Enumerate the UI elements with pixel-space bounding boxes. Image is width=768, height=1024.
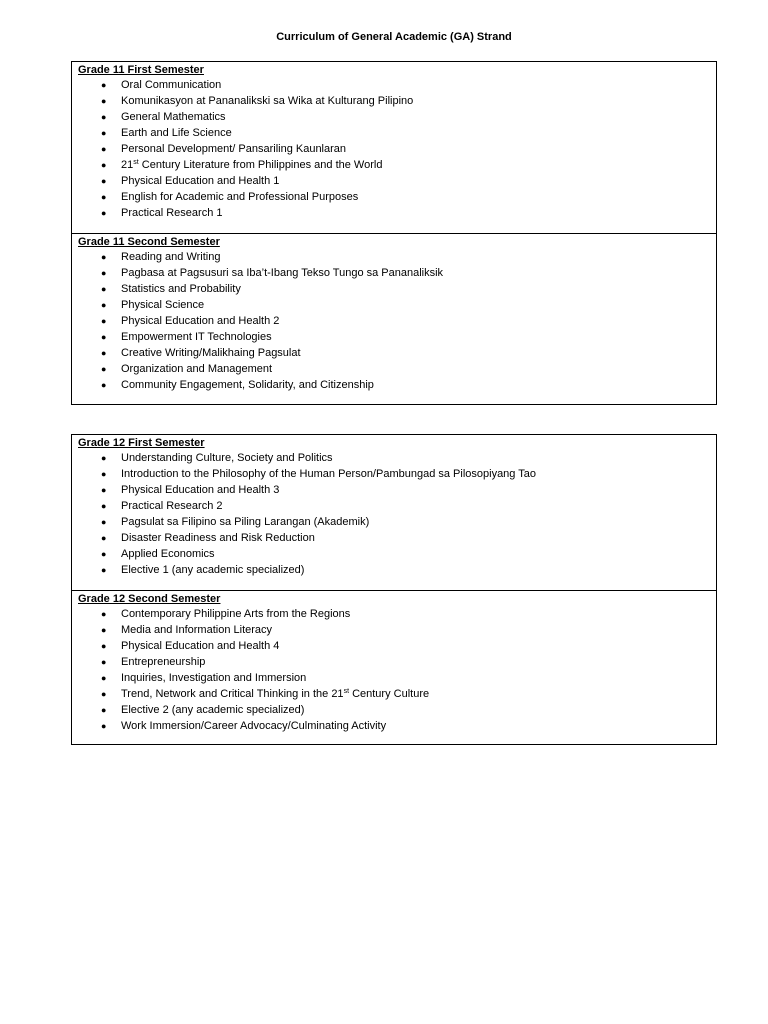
course-item bbox=[78, 313, 716, 329]
grade-12-table bbox=[71, 434, 717, 745]
bullet-icon: ● bbox=[101, 144, 107, 154]
course-name: 21st Century Literature from Philippines and the World bbox=[121, 159, 383, 171]
course-item bbox=[78, 622, 716, 638]
section-grade-12-first-semester bbox=[72, 435, 716, 590]
bullet-icon: ● bbox=[101, 364, 107, 374]
course-item bbox=[78, 638, 716, 654]
bullet-icon: ● bbox=[101, 625, 107, 635]
bullet-icon: ● bbox=[101, 485, 107, 495]
course-name: Komunikasyon at Pananalikski sa Wika at Kulturang Pilipino bbox=[121, 95, 414, 107]
bullet-icon: ● bbox=[101, 673, 107, 683]
course-name: English for Academic and Professional Purposes bbox=[121, 191, 359, 203]
course-item bbox=[78, 157, 716, 173]
course-item bbox=[78, 606, 716, 622]
course-name: Elective 2 (any academic specialized) bbox=[121, 704, 305, 716]
course-name: Empowerment IT Technologies bbox=[121, 331, 272, 343]
section-grade-11-second-semester bbox=[72, 233, 716, 404]
bullet-icon: ● bbox=[101, 176, 107, 186]
course-item bbox=[78, 77, 716, 93]
course-item bbox=[78, 361, 716, 377]
course-item bbox=[78, 546, 716, 562]
bullet-icon: ● bbox=[101, 609, 107, 619]
course-name: Trend, Network and Critical Thinking in the 21st Century Culture bbox=[121, 688, 430, 700]
bullet-icon: ● bbox=[101, 160, 107, 170]
course-name: Statistics and Probability bbox=[121, 283, 241, 295]
course-name: Practical Research 2 bbox=[121, 500, 223, 512]
bullet-icon: ● bbox=[101, 689, 107, 699]
course-name: Oral Communication bbox=[121, 79, 222, 91]
course-item bbox=[78, 377, 716, 393]
section-grade-11-first-semester bbox=[72, 62, 716, 233]
course-name: Introduction to the Philosophy of the Human Person/Pambungad sa Pilosopiyang Tao bbox=[121, 468, 537, 480]
bullet-icon: ● bbox=[101, 469, 107, 479]
course-list bbox=[78, 450, 716, 578]
grade-11-table bbox=[71, 61, 717, 405]
course-list bbox=[78, 606, 716, 734]
course-item bbox=[78, 670, 716, 686]
course-list bbox=[78, 77, 716, 221]
course-name: Creative Writing/Malikhaing Pagsulat bbox=[121, 347, 301, 359]
course-item bbox=[78, 654, 716, 670]
bullet-icon: ● bbox=[101, 128, 107, 138]
course-name: Understanding Culture, Society and Politics bbox=[121, 452, 333, 464]
course-name: Pagbasa at Pagsusuri sa Iba’t-Ibang Tekso Tungo sa Pananaliksik bbox=[121, 267, 444, 279]
course-item bbox=[78, 189, 716, 205]
bullet-icon: ● bbox=[101, 641, 107, 651]
course-name: Elective 1 (any academic specialized) bbox=[121, 564, 305, 576]
course-list bbox=[78, 249, 716, 393]
bullet-icon: ● bbox=[101, 380, 107, 390]
bullet-icon: ● bbox=[101, 80, 107, 90]
bullet-icon: ● bbox=[101, 316, 107, 326]
course-name: Inquiries, Investigation and Immersion bbox=[121, 672, 307, 684]
course-item bbox=[78, 329, 716, 345]
section-grade-12-second-semester bbox=[72, 590, 716, 744]
ordinal-suffix: st bbox=[133, 159, 139, 166]
course-name: Physical Education and Health 3 bbox=[121, 484, 280, 496]
course-name: Personal Development/ Pansariling Kaunlaran bbox=[121, 143, 347, 155]
course-name: Entrepreneurship bbox=[121, 656, 206, 668]
course-name: Pagsulat sa Filipino sa Piling Larangan (Akademik) bbox=[121, 516, 370, 528]
course-item bbox=[78, 450, 716, 466]
bullet-icon: ● bbox=[101, 284, 107, 294]
bullet-icon: ● bbox=[101, 252, 107, 262]
course-item bbox=[78, 249, 716, 265]
course-name: Reading and Writing bbox=[121, 251, 221, 263]
course-item bbox=[78, 514, 716, 530]
course-item bbox=[78, 530, 716, 546]
bullet-icon: ● bbox=[101, 300, 107, 310]
bullet-icon: ● bbox=[101, 721, 107, 731]
course-item bbox=[78, 265, 716, 281]
bullet-icon: ● bbox=[101, 192, 107, 202]
course-item bbox=[78, 466, 716, 482]
course-item bbox=[78, 93, 716, 109]
course-item bbox=[78, 109, 716, 125]
bullet-icon: ● bbox=[101, 657, 107, 667]
course-item bbox=[78, 498, 716, 514]
course-name: Organization and Management bbox=[121, 363, 273, 375]
bullet-icon: ● bbox=[101, 565, 107, 575]
course-item bbox=[78, 702, 716, 718]
bullet-icon: ● bbox=[101, 501, 107, 511]
course-item bbox=[78, 125, 716, 141]
bullet-icon: ● bbox=[101, 453, 107, 463]
course-name: Practical Research 1 bbox=[121, 207, 223, 219]
course-name: Work Immersion/Career Advocacy/Culminating Activity bbox=[121, 720, 387, 732]
section-heading: Grade 11 Second Semester bbox=[78, 236, 220, 248]
course-name: Disaster Readiness and Risk Reduction bbox=[121, 532, 315, 544]
bullet-icon: ● bbox=[101, 268, 107, 278]
course-name: Physical Science bbox=[121, 299, 205, 311]
course-item bbox=[78, 281, 716, 297]
course-item bbox=[78, 686, 716, 702]
course-item bbox=[78, 297, 716, 313]
bullet-icon: ● bbox=[101, 705, 107, 715]
section-heading: Grade 12 Second Semester bbox=[78, 593, 221, 605]
course-item bbox=[78, 205, 716, 221]
course-item bbox=[78, 482, 716, 498]
bullet-icon: ● bbox=[101, 517, 107, 527]
section-heading: Grade 12 First Semester bbox=[78, 437, 205, 449]
bullet-icon: ● bbox=[101, 208, 107, 218]
course-name: Earth and Life Science bbox=[121, 127, 232, 139]
document-title: Curriculum of General Academic (GA) Strand bbox=[276, 31, 512, 43]
course-name: General Mathematics bbox=[121, 111, 226, 123]
bullet-icon: ● bbox=[101, 112, 107, 122]
course-name: Applied Economics bbox=[121, 548, 215, 560]
course-item bbox=[78, 562, 716, 578]
course-name: Physical Education and Health 1 bbox=[121, 175, 280, 187]
ordinal-suffix: st bbox=[343, 688, 350, 695]
course-name: Media and Information Literacy bbox=[121, 624, 273, 636]
course-item bbox=[78, 141, 716, 157]
course-name: Physical Education and Health 4 bbox=[121, 640, 280, 652]
course-name: Contemporary Philippine Arts from the Regions bbox=[121, 608, 351, 620]
course-item bbox=[78, 718, 716, 734]
bullet-icon: ● bbox=[101, 533, 107, 543]
bullet-icon: ● bbox=[101, 96, 107, 106]
bullet-icon: ● bbox=[101, 348, 107, 358]
section-heading: Grade 11 First Semester bbox=[78, 64, 204, 76]
bullet-icon: ● bbox=[101, 549, 107, 559]
course-name: Physical Education and Health 2 bbox=[121, 315, 280, 327]
bullet-icon: ● bbox=[101, 332, 107, 342]
course-name: Community Engagement, Solidarity, and Citizenship bbox=[121, 379, 374, 391]
course-item bbox=[78, 345, 716, 361]
course-item bbox=[78, 173, 716, 189]
